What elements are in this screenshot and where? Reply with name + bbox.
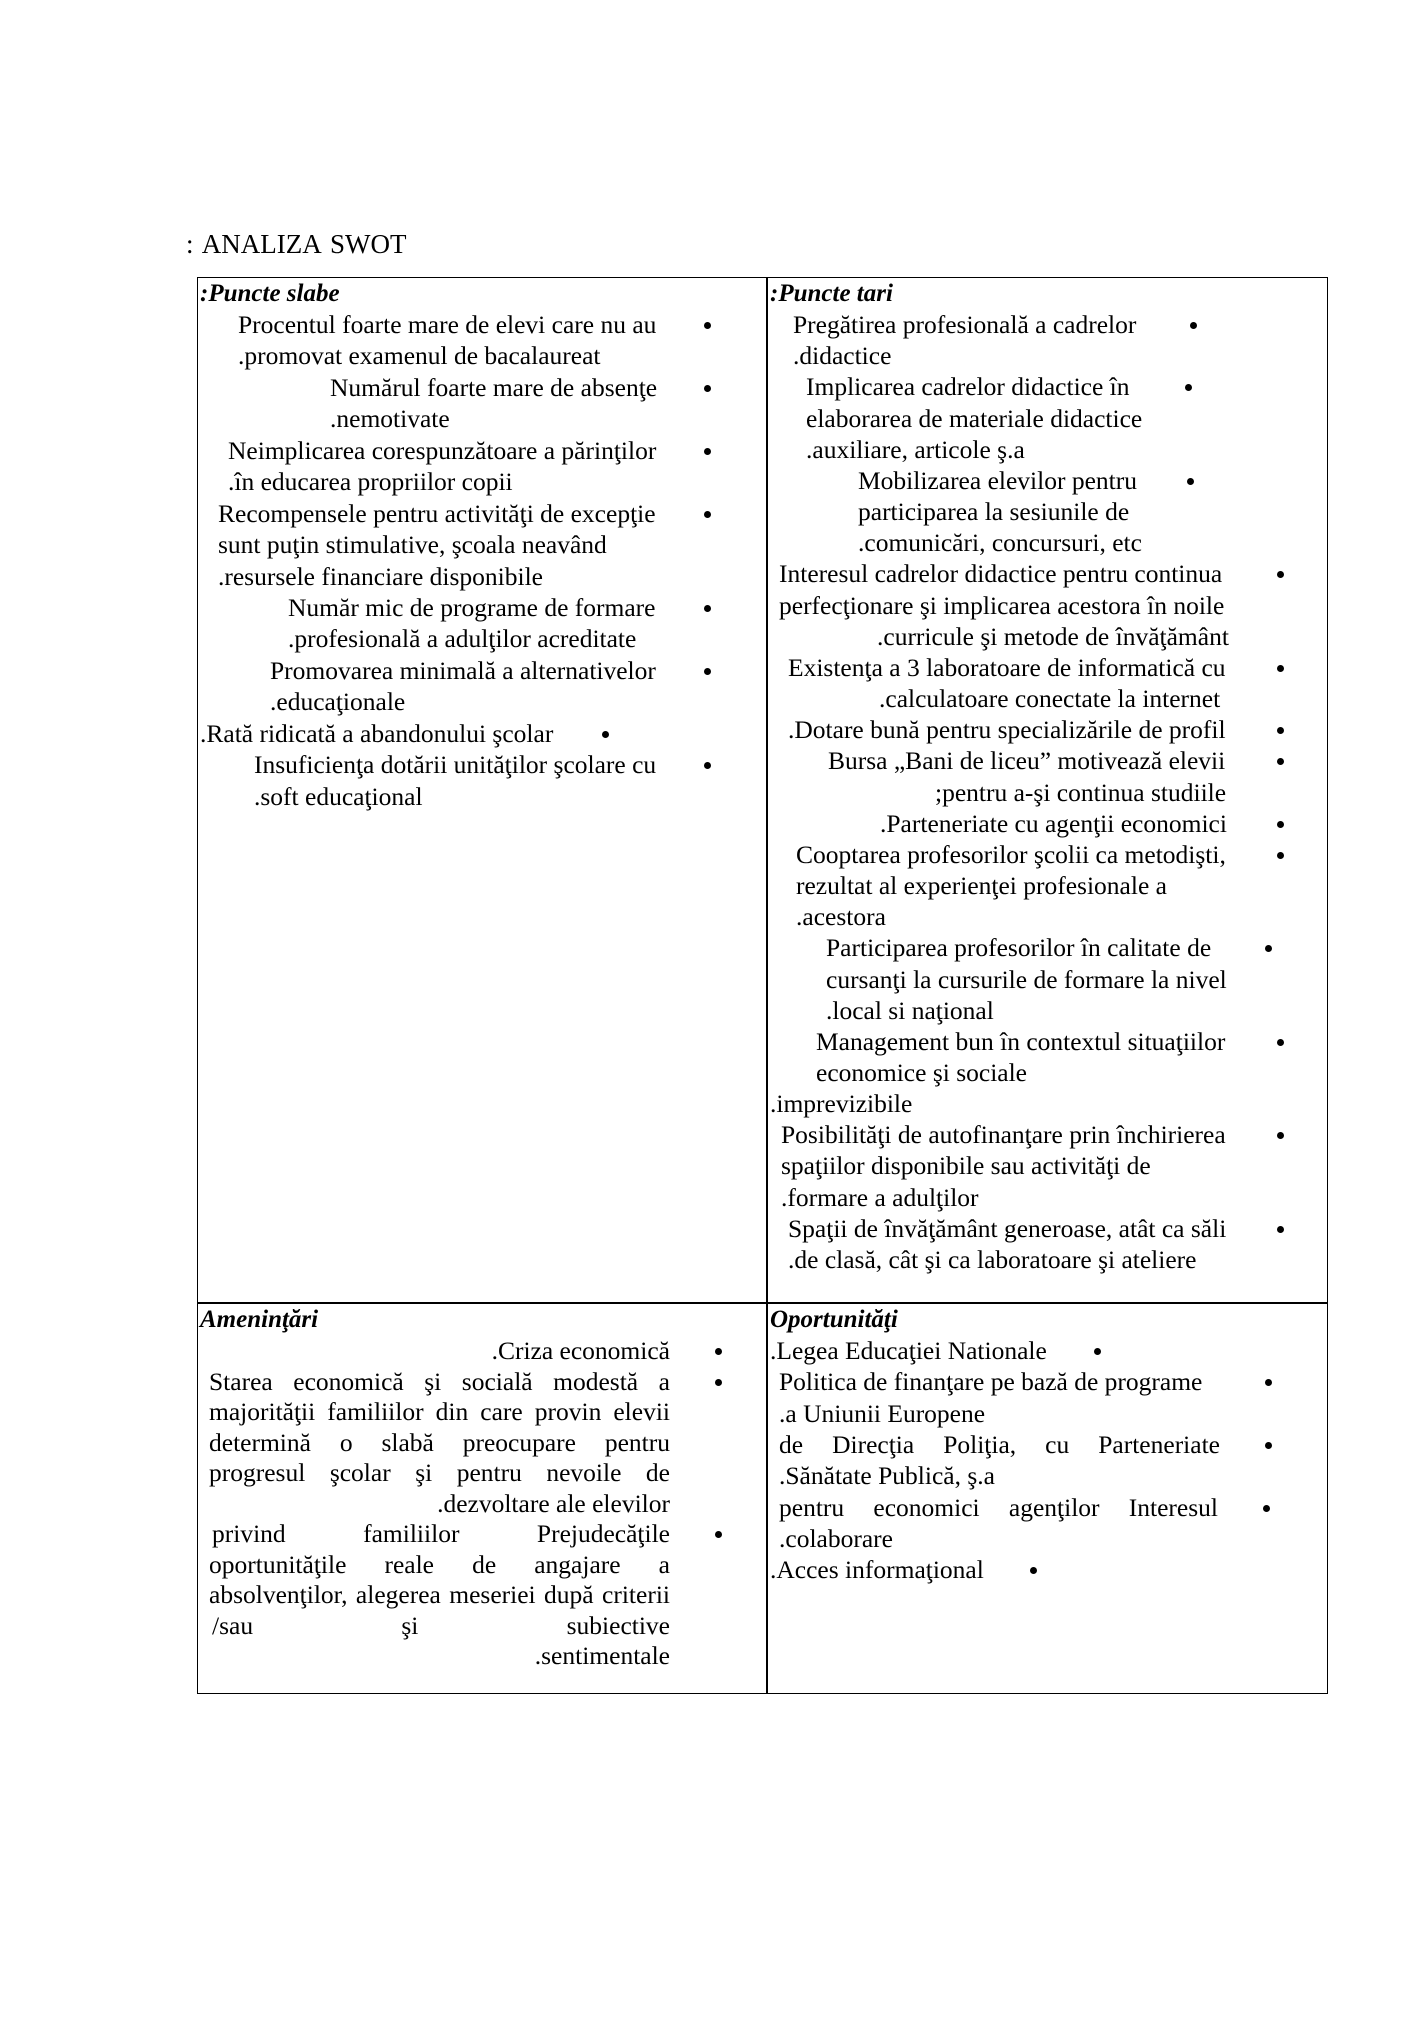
cell-weaknesses [197, 277, 767, 1303]
weakness-item-line: Promovarea minimală a alternativelor [270, 656, 656, 685]
strength-item-line: Bursa „Bani de liceu” motivează elevii [828, 746, 1226, 775]
weakness-item-line: Insuficienţa dotării unităţilor şcolare cu [254, 750, 657, 779]
opportunity-item-line: Politica de finanţare pe bază de programe [779, 1367, 1203, 1396]
strength-item-line: .auxiliare, articole ş.a [806, 435, 1025, 464]
strength-item-line: Cooptarea profesorilor şcolii ca metodişti, [796, 840, 1226, 869]
weakness-item-line: .Rată ridicată a abandonului şcolar [200, 719, 554, 748]
weakness-item-line: Procentul foarte mare de elevi care nu au [238, 310, 657, 339]
threat-item-line: /sau şi subiective [212, 1611, 670, 1640]
bullet-icon [1265, 1442, 1272, 1449]
strength-item-line: Pregătirea profesională a cadrelor [793, 310, 1137, 339]
bullet-icon [1094, 1348, 1101, 1355]
bullet-icon [704, 385, 711, 392]
opportunity-item-line: pentru economici agenţilor Interesul [779, 1493, 1218, 1522]
bullet-icon [1277, 758, 1284, 765]
strength-item-line: .acestora [796, 902, 886, 931]
bullet-icon [1265, 945, 1272, 952]
strength-item-line: cursanţi la cursurile de formare la nivel [826, 965, 1227, 994]
strength-item-line: .calculatoare conectate la internet [879, 684, 1221, 713]
strength-item-line: .local si naţional [826, 996, 994, 1025]
opportunity-item-line: .a Uniunii Europene [779, 1399, 986, 1428]
strength-item-line: .didactice [793, 341, 892, 370]
bullet-icon [1277, 852, 1284, 859]
bullet-icon [1277, 1226, 1284, 1233]
weakness-item-line: Număr mic de programe de formare [288, 593, 656, 622]
bullet-icon [1265, 1379, 1272, 1386]
bullet-icon [1277, 727, 1284, 734]
bullet-icon [1185, 384, 1192, 391]
bullet-icon [1030, 1567, 1037, 1574]
strength-item-line: rezultat al experienţei profesionale a [796, 871, 1167, 900]
document-title: : ANALIZA SWOT [186, 229, 407, 259]
strength-item-line: .Dotare bună pentru specializările de profil [788, 715, 1226, 744]
weakness-item-line: .profesională a adulţilor acreditate [288, 624, 637, 653]
weakness-item-line: sunt puţin stimulative, şcoala neavând [218, 530, 607, 559]
bullet-icon [704, 448, 711, 455]
opportunity-item-line: .Legea Educaţiei Nationale [770, 1336, 1047, 1365]
strength-item-line: elaborarea de materiale didactice [806, 404, 1143, 433]
bullet-icon [602, 731, 609, 738]
threat-item-line: oportunităţile reale de angajare a [209, 1550, 670, 1579]
bullet-icon [715, 1348, 722, 1355]
cell-threats [197, 1303, 767, 1694]
strength-item-line: .comunicări, concursuri, etc [858, 528, 1142, 557]
opportunity-item-line: de Direcţia Poliţia, cu Parteneriate [779, 1430, 1220, 1459]
threat-item-line: majorităţii familiilor din care provin elevii [209, 1397, 670, 1426]
strength-item-line: participarea la sesiunile de [858, 497, 1130, 526]
threat-item-line: progresul şcolar şi pentru nevoile de [209, 1458, 670, 1487]
bullet-icon [1277, 1039, 1284, 1046]
weakness-item-line: .nemotivate [330, 404, 450, 433]
strength-item-line: Implicarea cadrelor didactice în [806, 372, 1130, 401]
threat-item-line: Starea economică şi socială modestă a [209, 1367, 670, 1396]
opportunity-item-line: .colaborare [779, 1524, 893, 1553]
threat-item-line: determină o slabă preocupare pentru [209, 1428, 670, 1457]
threat-item-line: .dezvoltare ale elevilor [437, 1489, 670, 1518]
bullet-icon [704, 322, 711, 329]
bullet-icon [1277, 665, 1284, 672]
weakness-item-line: Neimplicarea corespunzătoare a părinţilor [228, 436, 657, 465]
weakness-item-line: .promovat examenul de bacalaureat [238, 341, 601, 370]
bullet-icon [1277, 821, 1284, 828]
opportunity-item-line: .Acces informaţional [770, 1555, 984, 1584]
weakness-item-line: .educaţionale [270, 687, 406, 716]
strength-item-line: Existenţa a 3 laboratoare de informatică cu [788, 653, 1226, 682]
bullet-icon [1190, 322, 1197, 329]
cell-strengths [767, 277, 1328, 1303]
bullet-icon [1263, 1505, 1270, 1512]
cell-heading-opportunities: Oportunităţi [770, 1306, 898, 1333]
bullet-icon [1277, 571, 1284, 578]
threat-item-line: .Criza economică [491, 1336, 670, 1365]
strength-item-line: .Parteneriate cu agenţii economici [880, 809, 1227, 838]
bullet-icon [715, 1531, 722, 1538]
weakness-item-line: Recompensele pentru activităţi de excepţie [218, 499, 656, 528]
strength-item-line: Participarea profesorilor în calitate de [826, 933, 1212, 962]
bullet-icon [704, 762, 711, 769]
strength-item-line: Spaţii de învăţământ generoase, atât ca săli [788, 1214, 1227, 1243]
bullet-icon [1277, 1132, 1284, 1139]
weakness-item-line: .în educarea propriilor copii [228, 467, 513, 496]
bullet-icon [715, 1379, 722, 1386]
cell-opportunities [767, 1303, 1328, 1694]
strength-item-line: economice şi sociale [816, 1058, 1027, 1087]
strength-item-line: .formare a adulţilor [781, 1183, 979, 1212]
strength-item-line: .curricule şi metode de învăţământ [877, 622, 1229, 651]
strength-item-line: Management bun în contextul situaţiilor [816, 1027, 1226, 1056]
strength-item-line: ;pentru a-şi continua studiile [935, 778, 1227, 807]
cell-heading-strengths: :Puncte tari [770, 280, 893, 307]
bullet-icon [1187, 478, 1194, 485]
cell-heading-threats: Ameninţări [200, 1306, 319, 1333]
strength-item-line: Mobilizarea elevilor pentru [858, 466, 1137, 495]
weakness-item-line: Numărul foarte mare de absenţe [330, 373, 658, 402]
bullet-icon [704, 605, 711, 612]
weakness-item-line: .soft educaţional [254, 782, 423, 811]
strength-item-line: Interesul cadrelor didactice pentru continua [779, 559, 1223, 588]
cell-heading-weaknesses: :Puncte slabe [200, 280, 340, 307]
threat-item-line: absolvenţilor, alegerea meseriei după criterii [209, 1580, 670, 1609]
threat-item-line: .sentimentale [534, 1641, 670, 1670]
strength-item-line: spaţiilor disponibile sau activităţi de [781, 1151, 1151, 1180]
weakness-item-line: .resursele financiare disponibile [218, 562, 544, 591]
bullet-icon [704, 668, 711, 675]
threat-item-line: privind familiilor Prejudecăţile [212, 1519, 670, 1548]
strength-item-line: .de clasă, cât şi ca laboratoare şi ateliere [788, 1245, 1197, 1274]
bullet-icon [704, 511, 711, 518]
strength-item-line: Posibilităţi de autofinanţare prin închirierea [781, 1120, 1226, 1149]
opportunity-item-line: .Sănătate Publică, ş.a [779, 1461, 995, 1490]
strength-item-line: .imprevizibile [770, 1089, 913, 1118]
strength-item-line: perfecţionare şi implicarea acestora în noile [779, 591, 1225, 620]
